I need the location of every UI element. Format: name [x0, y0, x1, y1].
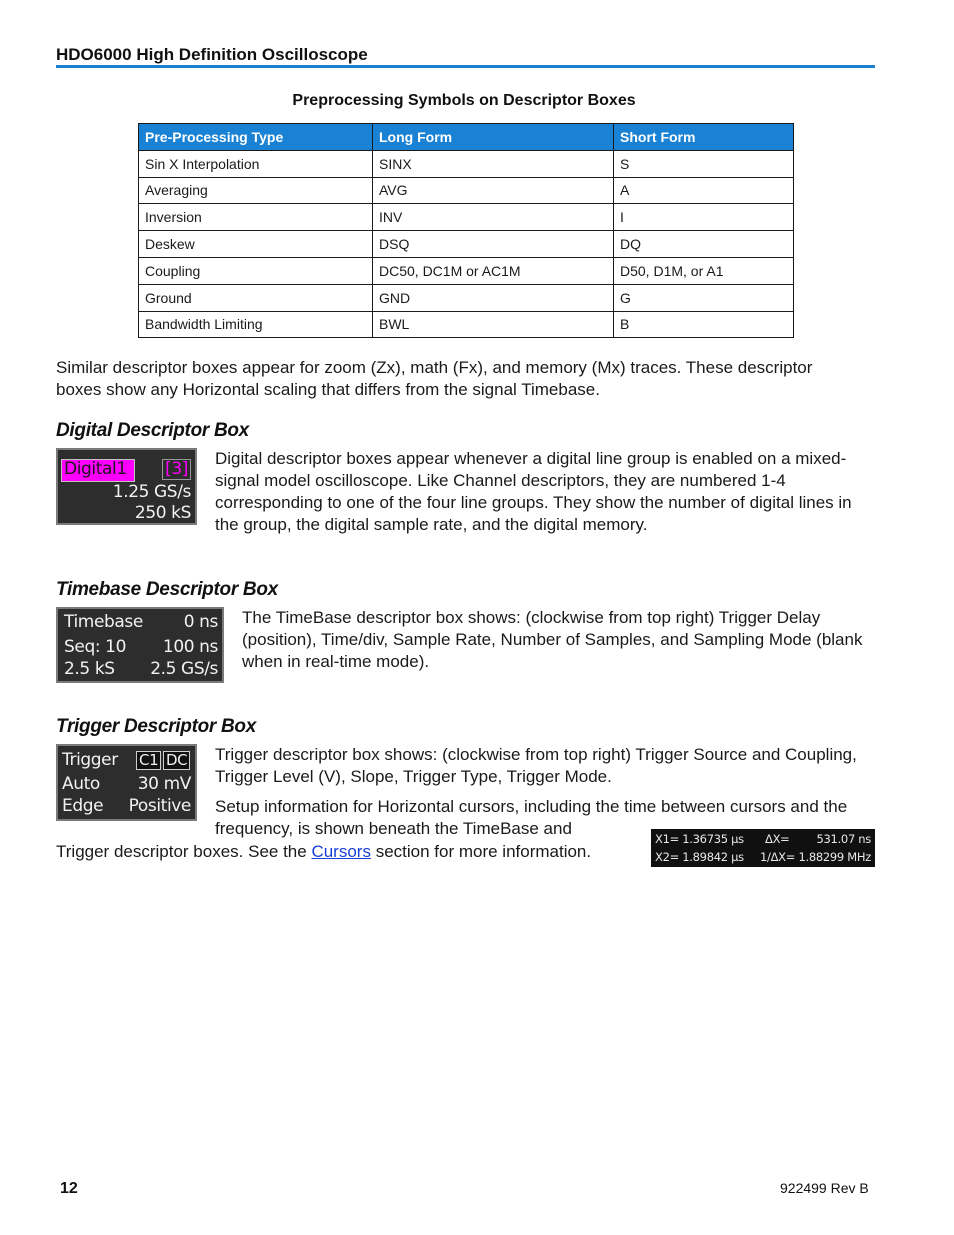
- column-header: Pre-Processing Type: [139, 124, 373, 151]
- cursor-delta-value: 531.07 ns: [816, 832, 871, 846]
- trigger-slope: Positive: [128, 796, 191, 816]
- setup-line-2: frequency, is shown beneath the TimeBase and: [215, 819, 572, 838]
- digital-label: Digital1: [64, 459, 127, 479]
- table-cell: DSQ: [373, 231, 614, 258]
- table-cell: A: [614, 177, 794, 204]
- digital-memory: 250 kS: [134, 503, 191, 523]
- table-cell: INV: [373, 204, 614, 231]
- timebase-heading: Timebase Descriptor Box: [56, 579, 278, 600]
- cursors-link[interactable]: Cursors: [311, 842, 371, 861]
- table-cell: BWL: [373, 311, 614, 338]
- setup-text-before-link: Trigger descriptor boxes. See the: [56, 842, 312, 861]
- trigger-source: C1: [136, 751, 161, 770]
- timebase-sample-rate: 2.5 GS/s: [150, 659, 218, 679]
- setup-text-after-link: section for more information.: [370, 842, 592, 861]
- timebase-label: Timebase: [64, 612, 143, 632]
- trigger-level: 30 mV: [137, 774, 191, 794]
- preprocessing-table: [138, 123, 794, 338]
- column-header: Long Form: [373, 124, 614, 151]
- table-cell: Coupling: [139, 257, 373, 284]
- cursor-inverse-label: 1/ΔX=: [760, 850, 796, 864]
- digital-descriptor-box: [56, 448, 197, 525]
- digital-line-count: [3]: [162, 459, 191, 480]
- table-cell: Sin X Interpolation: [139, 150, 373, 177]
- trigger-type: Edge: [62, 796, 104, 816]
- table-cell: Ground: [139, 284, 373, 311]
- setup-line-3: [56, 841, 591, 863]
- trigger-descriptor-box: [56, 744, 197, 821]
- table-cell: Deskew: [139, 231, 373, 258]
- cursor-readout-box: [651, 829, 875, 867]
- table-cell: Bandwidth Limiting: [139, 311, 373, 338]
- trigger-coupling: DC: [163, 751, 190, 770]
- table-cell: I: [614, 204, 794, 231]
- cursor-x1: X1= 1.36735 µs: [655, 832, 744, 846]
- table-row: [139, 284, 794, 311]
- cursor-delta-label: ΔX=: [765, 832, 790, 846]
- table-cell: SINX: [373, 150, 614, 177]
- table-row: [139, 150, 794, 177]
- trigger-label: Trigger: [62, 750, 118, 770]
- table-row: [139, 311, 794, 338]
- intro-paragraph: Similar descriptor boxes appear for zoom (Zx), math (Fx), and memory (Mx) traces. These descriptor boxes show any Horizontal scaling that differs from the signal Timebase.: [56, 358, 813, 399]
- table-cell: B: [614, 311, 794, 338]
- table-row: [139, 177, 794, 204]
- table-cell: G: [614, 284, 794, 311]
- table-cell: Averaging: [139, 177, 373, 204]
- trigger-heading: Trigger Descriptor Box: [56, 716, 256, 737]
- table-caption: Preprocessing Symbols on Descriptor Boxes: [292, 92, 636, 109]
- page-number: 12: [60, 1180, 78, 1197]
- table-row: [139, 231, 794, 258]
- timebase-trigger-delay: 0 ns: [183, 612, 218, 632]
- table-cell: DC50, DC1M or AC1M: [373, 257, 614, 284]
- revision-label: 922499 Rev B: [780, 1180, 869, 1196]
- table-cell: AVG: [373, 177, 614, 204]
- column-header: Short Form: [614, 124, 794, 151]
- timebase-samples: 2.5 kS: [64, 659, 115, 679]
- cursor-inverse-value: 1.88299 MHz: [798, 850, 871, 864]
- setup-line-1: Setup information for Horizontal cursors, including the time between cursors and the: [215, 797, 848, 816]
- trigger-mode: Auto: [62, 774, 100, 794]
- timebase-description: The TimeBase descriptor box shows: (clockwise from top right) Trigger Delay (position), Time/div, Sample Rate, Number of Samples, and Sampling Mode (blank when in real-time mode).: [242, 608, 863, 671]
- table-cell: GND: [373, 284, 614, 311]
- table-cell: DQ: [614, 231, 794, 258]
- table-row: [139, 257, 794, 284]
- table-cell: Inversion: [139, 204, 373, 231]
- digital-description: Digital descriptor boxes appear whenever a digital line group is enabled on a mixed-signal model oscilloscope. Like Channel descriptors, they are numbered 1-4 corresponding to one of the four line groups. They show the number of digital lines in the group, the digital sample rate, and the digital memory.: [215, 449, 852, 534]
- timebase-descriptor-box: [56, 607, 224, 683]
- header-rule: [56, 65, 875, 68]
- table-cell: D50, D1M, or A1: [614, 257, 794, 284]
- header-title: HDO6000 High Definition Oscilloscope: [56, 45, 368, 64]
- digital-heading: Digital Descriptor Box: [56, 420, 249, 441]
- table-cell: S: [614, 150, 794, 177]
- cursor-x2: X2= 1.89842 µs: [655, 850, 744, 864]
- table-row: [139, 204, 794, 231]
- digital-sample-rate: 1.25 GS/s: [112, 482, 191, 502]
- trigger-description: Trigger descriptor box shows: (clockwise from top right) Trigger Source and Coupling, Trigger Level (V), Slope, Trigger Type, Trigger Mode.: [215, 745, 857, 786]
- table-header-row: [139, 124, 794, 151]
- timebase-time-per-div: 100 ns: [162, 637, 218, 657]
- timebase-sampling-mode: Seq: 10: [64, 637, 127, 657]
